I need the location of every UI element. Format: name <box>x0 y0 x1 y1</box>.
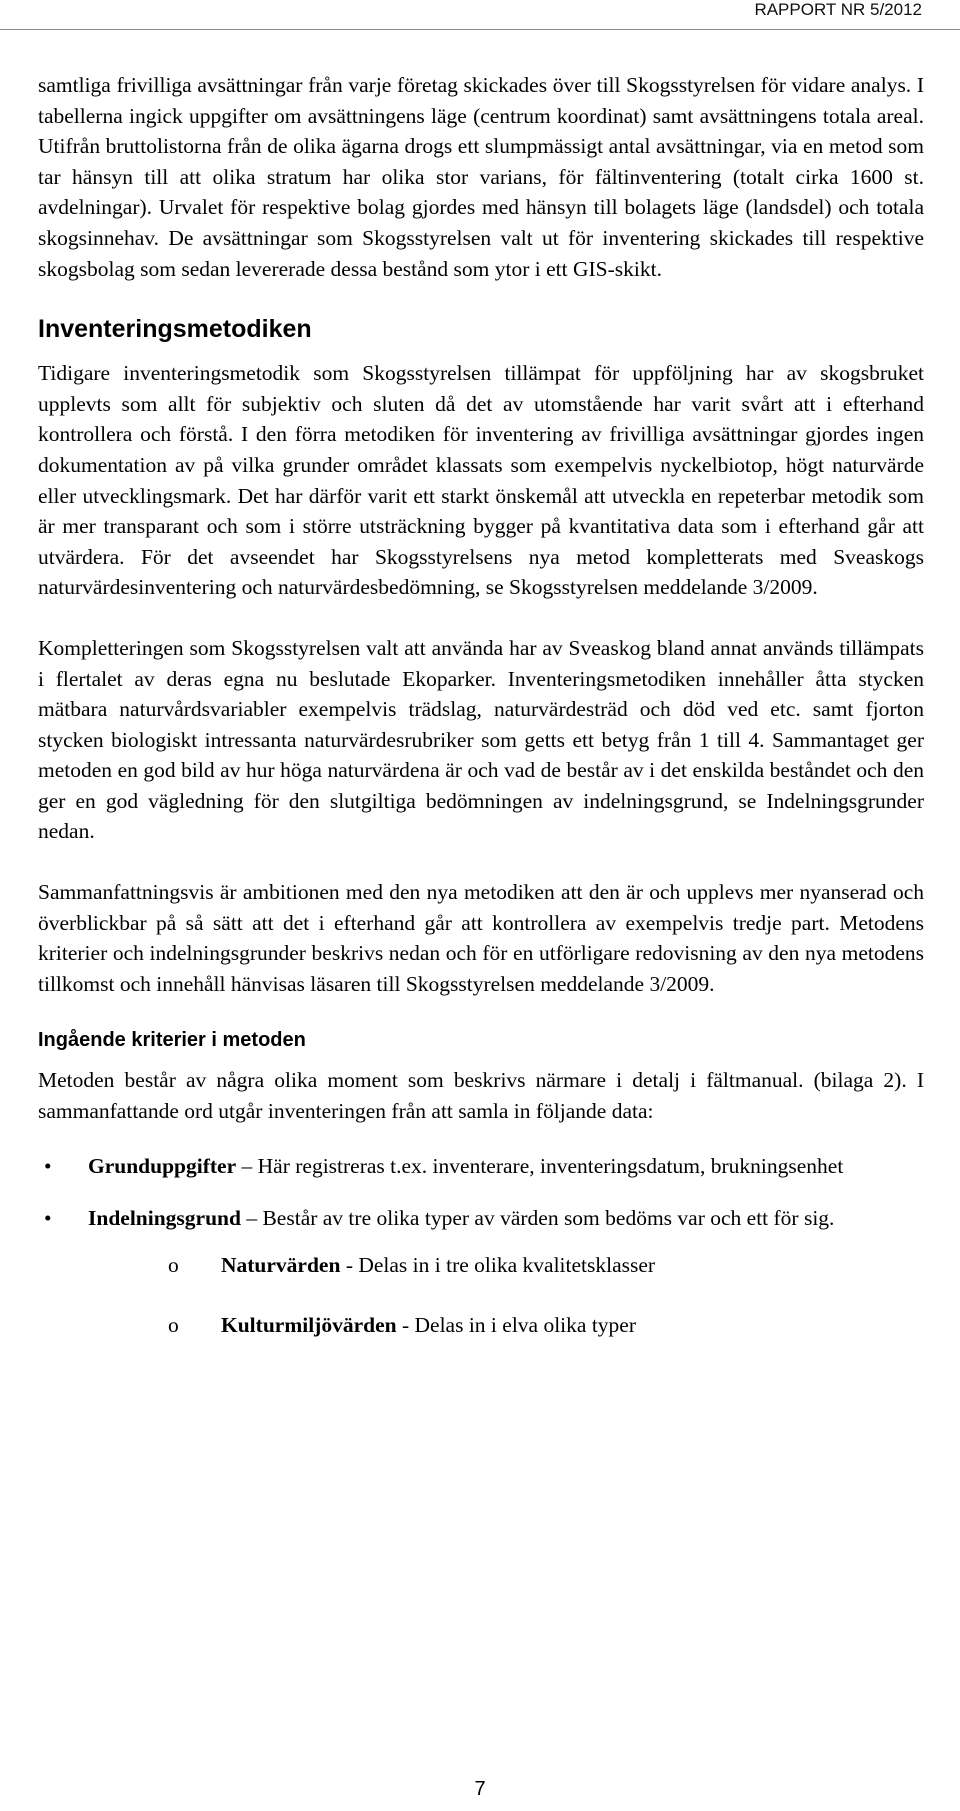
paragraph-summary: Sammanfattningsvis är ambitionen med den nya metodiken att den är och upplevs mer nyanserad och överblickbar på så sätt att det i efterhand går att kontrollera av exempelvis tredje part. Metodens kriterier och indelningsgrunder beskrivs nedan och för en utförligare redovisning av den nya metodens tillkomst och innehåll hänvisas läsaren till Skogsstyrelsen meddelande 3/2009. <box>38 880 924 996</box>
sub-list-item-text: - Delas in i tre olika kvalitetsklasser <box>340 1252 656 1277</box>
sub-list-item <box>88 1310 924 1341</box>
page-number: 7 <box>474 1778 486 1800</box>
subsection-heading: Ingående kriterier i metoden <box>38 1029 306 1052</box>
sub-list-item <box>88 1250 924 1281</box>
sub-list-item-term: Naturvärden <box>221 1252 341 1277</box>
paragraph-intro: samtliga frivilliga avsättningar från varje företag skickades över till Skogsstyrelsen för vidare analys. I tabellerna ingick uppgifter om avsättningens läge (centrum koordinat) samt avsättningens totala areal. Utifrån bruttolistorna från de olika ägarna drogs ett slumpmässigt antal avsättningar, via en metod som tar hänsyn till att olika stratum har olika stor varians, för fältinventering (totalt cirka 1600 st. avdelningar). Urvalet för respektive bolag gjordes med hänsyn till bolagets läge (landsdel) och totala skogsinnehav. De avsättningar som Skogsstyrelsen valt ut för inventering skickades till respektive skogsbolag som sedan levererade dessa bestånd som ytor i ett GIS-skikt. <box>38 73 924 281</box>
sub-criteria-list <box>88 1250 924 1341</box>
list-item-text: – Här registreras t.ex. inventerare, inventeringsdatum, brukningsenhet <box>236 1153 844 1178</box>
paragraph-method-intro: Metoden består av några olika moment som beskrivs närmare i detalj i fältmanual. (bilaga 2). I sammanfattande ord utgår inventeringen från att samla in följande data: <box>38 1068 924 1124</box>
list-item-term: Grunduppgifter <box>88 1153 237 1178</box>
header-divider <box>0 29 960 30</box>
circle-bullet-icon: o <box>168 1252 179 1277</box>
bullet-icon: • <box>44 1153 52 1178</box>
bullet-icon: • <box>44 1206 52 1231</box>
list-item <box>38 1151 924 1182</box>
sub-list-item-term: Kulturmiljövärden <box>221 1313 397 1338</box>
document-body <box>38 70 924 1371</box>
sub-list-item-text: - Delas in i elva olika typer <box>396 1313 637 1338</box>
criteria-list <box>38 1151 924 1341</box>
report-header: RAPPORT NR 5/2012 <box>754 0 922 19</box>
section-heading: Inventeringsmetodiken <box>38 315 312 344</box>
paragraph-supplement: Kompletteringen som Skogsstyrelsen valt att använda har av Sveaskog bland annat används tillämpats i flertalet av deras egna nu beslutade Ekoparker. Inventeringsmetodiken innehåller åtta stycken mätbara naturvårdsvariabler exempelvis trädslag, naturvärdesträd och död ved etc. samt fjorton stycken biologiskt intressanta naturvärdesrubriker som getts ett betyg från 1 till 4. Sammantaget ger metoden en god bild av hur höga naturvärdena är och vad de består av i det enskilda beståndet och den ger en god vägledning för den slutgiltiga bedömningen av indelningsgrund, se Indelningsgrunder nedan. <box>38 635 924 844</box>
list-item-text: – Består av tre olika typer av värden som bedöms var och ett för sig. <box>240 1206 835 1231</box>
paragraph-previous-method: Tidigare inventeringsmetodik som Skogsstyrelsen tillämpat för uppföljning har av skogsbruket upplevts som allt för subjektiv och sluten då det av utomstående har varit svårt att i efterhand kontrollera och förstå. I den förra metodiken för inventering av frivilliga avsättningar gjordes ingen dokumentation av på vilka grunder området klassats som exempelvis nyckelbiotop, högt naturvärde eller utvecklingsmark. Det har därför varit ett starkt önskemål att utveckla en repeterbar metodik som är mer transparant och som i större utsträckning bygger på kvantitativa data som i efterhand går att utvärdera. För det avseendet har Skogsstyrelsens nya metod kompletterats med Sveaskogs naturvärdesinventering och naturvärdesbedömning, se Skogsstyrelsen meddelande 3/2009. <box>38 361 924 600</box>
list-item <box>38 1203 924 1341</box>
list-item-term: Indelningsgrund <box>88 1206 241 1231</box>
circle-bullet-icon: o <box>168 1313 179 1338</box>
